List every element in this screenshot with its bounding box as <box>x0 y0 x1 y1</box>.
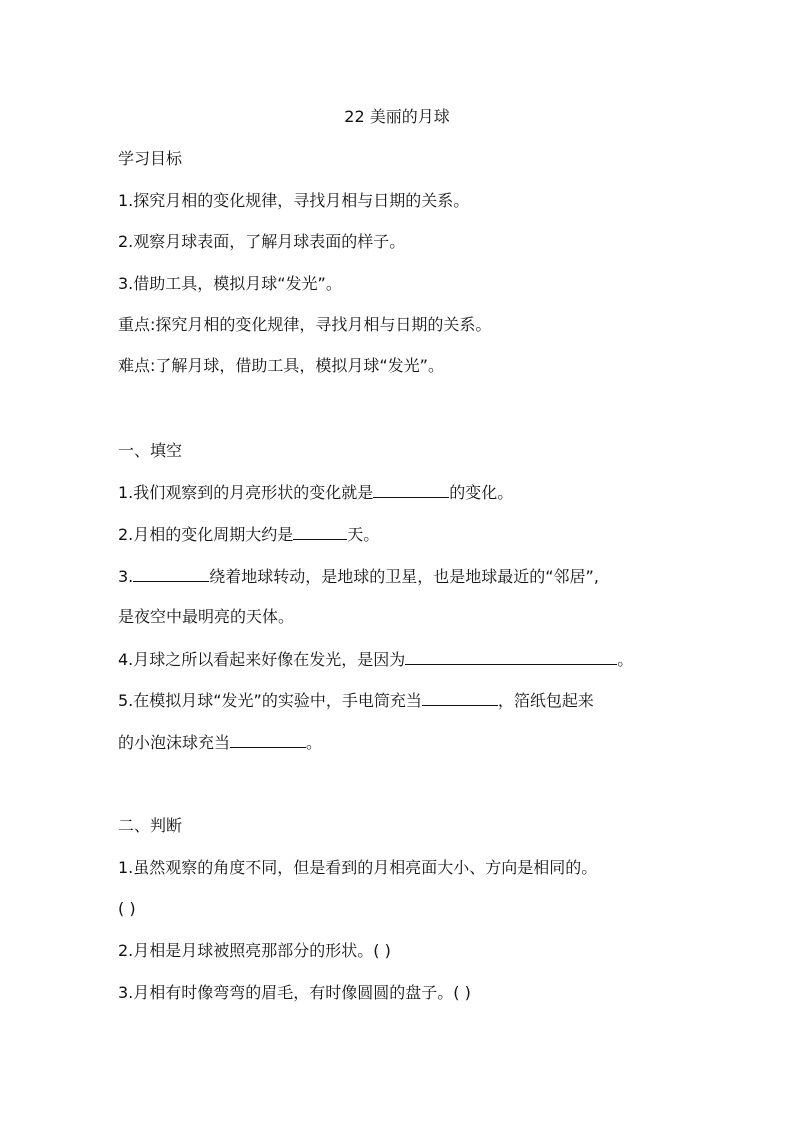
fill-question-2-suffix: 天。 <box>347 525 380 544</box>
section1-heading: 一、填空 <box>118 441 183 460</box>
answer-blank[interactable] <box>133 565 209 582</box>
fill-question-3 <box>118 565 599 588</box>
answer-blank[interactable] <box>422 689 498 706</box>
fill-question-5-middle: ，箔纸包起来 <box>497 691 594 710</box>
fill-question-5-suffix: 。 <box>306 733 323 752</box>
fill-question-1 <box>118 481 513 504</box>
fill-question-5-continued <box>118 731 322 754</box>
fill-question-1-suffix: 的变化。 <box>449 483 514 502</box>
goal-item-1: 1.探究月相的变化规律，寻找月相与日期的关系。 <box>118 191 470 210</box>
fill-question-5-text: 5.在模拟月球“发光”的实验中，手电筒充当 <box>118 691 422 710</box>
goals-heading: 学习目标 <box>118 149 183 168</box>
fill-question-5-text-2: 的小泡沫球充当 <box>118 733 231 752</box>
fill-question-2 <box>118 523 379 546</box>
goal-item-3: 3.借助工具，模拟月球“发光”。 <box>118 274 342 293</box>
answer-blank[interactable] <box>230 731 306 748</box>
answer-blank[interactable] <box>293 523 347 540</box>
page-title: 22 美丽的月球 <box>344 107 450 126</box>
answer-blank[interactable] <box>405 648 617 665</box>
fill-question-2-text: 2.月相的变化周期大约是 <box>118 525 294 544</box>
goal-item-2: 2.观察月球表面，了解月球表面的样子。 <box>118 232 406 251</box>
key-point: 重点:探究月相的变化规律，寻找月相与日期的关系。 <box>118 315 492 334</box>
fill-question-3-text: 绕着地球转动，是地球的卫星，也是地球最近的“邻居”, <box>209 567 599 586</box>
fill-question-3-number: 3. <box>118 567 134 586</box>
fill-question-4-text: 4.月球之所以看起来好像在发光，是因为 <box>118 650 406 669</box>
fill-question-3-continued: 是夜空中最明亮的天体。 <box>118 607 295 626</box>
fill-question-1-text: 1.我们观察到的月亮形状的变化就是 <box>118 483 374 502</box>
section2-heading: 二、判断 <box>118 816 183 835</box>
fill-question-5 <box>118 689 594 712</box>
judge-question-1: 1.虽然观察的角度不同，但是看到的月相亮面大小、方向是相同的。 <box>118 858 598 877</box>
judge-question-3: 3.月相有时像弯弯的眉毛，有时像圆圆的盘子。( ) <box>118 983 471 1002</box>
fill-question-4-suffix: 。 <box>617 650 634 669</box>
answer-blank[interactable] <box>373 481 449 498</box>
fill-question-4 <box>118 648 633 671</box>
difficulty-point: 难点:了解月球，借助工具，模拟月球“发光”。 <box>118 356 444 375</box>
judge-question-2: 2.月相是月球被照亮那部分的形状。( ) <box>118 941 391 960</box>
judge-question-1-paren[interactable]: ( ) <box>118 899 136 918</box>
